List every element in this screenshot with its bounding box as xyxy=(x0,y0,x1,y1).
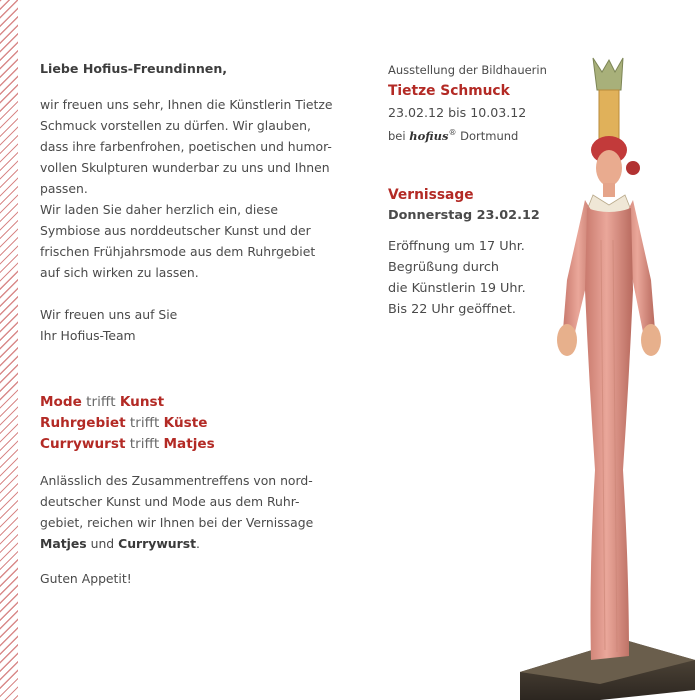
motto-joiner: trifft xyxy=(129,415,160,431)
letter-line: vollen Skulpturen wunderbar zu uns und Ihnen xyxy=(40,160,330,175)
date-from: 23.02.12 xyxy=(388,105,445,120)
vernissage-line: die Künstlerin 19 Uhr. xyxy=(388,281,526,296)
appetit-line: Guten Appetit! xyxy=(40,571,132,586)
letter-line: Symbiose aus norddeutscher Kunst und der xyxy=(40,223,311,238)
motto-line xyxy=(40,434,215,455)
closing-line: Ihr Hofius-Team xyxy=(40,328,136,343)
motto-block xyxy=(40,392,215,455)
date-sep: bis xyxy=(448,105,467,120)
brand-hofius: hofius xyxy=(409,128,449,143)
period: . xyxy=(196,536,200,551)
motto-word: Küste xyxy=(163,415,208,431)
letter-line: Schmuck vorstellen zu dürfen. Wir glauben, xyxy=(40,118,311,133)
occasion-line: deutscher Kunst und Mode aus dem Ruhr- xyxy=(40,494,300,509)
motto-word: Ruhrgebiet xyxy=(40,415,126,431)
sculpture-image xyxy=(505,50,700,700)
occasion-line xyxy=(40,533,330,554)
registered-mark: ® xyxy=(448,128,457,137)
letter-line: frischen Frühjahrsmode aus dem Ruhrgebiet xyxy=(40,244,316,259)
motto-word: Currywurst xyxy=(40,436,126,452)
exhibition-intro: Ausstellung der Bildhauerin xyxy=(388,63,547,77)
and-word: und xyxy=(90,536,115,551)
letter-line: Wir laden Sie daher herzlich ein, diese xyxy=(40,202,278,217)
vernissage-line: Bis 22 Uhr geöffnet. xyxy=(388,302,516,317)
occasion-text xyxy=(40,470,330,554)
motto-line xyxy=(40,392,215,413)
greeting: Liebe Hofius-Freundinnen, xyxy=(40,61,228,76)
motto-word: Matjes xyxy=(163,436,215,452)
motto-word: Mode xyxy=(40,394,82,410)
artist-name: Tietze Schmuck xyxy=(388,83,510,99)
occasion-line: Anlässlich des Zusammentreffens von nord- xyxy=(40,473,313,488)
motto-joiner: trifft xyxy=(86,394,116,410)
venue-city: Dortmund xyxy=(460,128,519,143)
occasion-line: gebiet, reichen wir Ihnen bei der Vernissage xyxy=(40,515,314,530)
closing-line: Wir freuen uns auf Sie xyxy=(40,307,178,322)
motto-line xyxy=(40,413,215,434)
vernissage-line: Begrüßung durch xyxy=(388,260,499,275)
date-to: 10.03.12 xyxy=(470,105,527,120)
food-matjes: Matjes xyxy=(40,536,87,551)
venue-at: bei xyxy=(388,128,406,143)
letter-body xyxy=(40,94,340,346)
vernissage-date: Donnerstag 23.02.12 xyxy=(388,208,540,223)
motto-word: Kunst xyxy=(119,394,165,410)
food-currywurst: Currywurst xyxy=(118,536,197,551)
motto-joiner: trifft xyxy=(129,436,160,452)
diagonal-stripe-border xyxy=(0,0,18,700)
letter-line: wir freuen uns sehr, Ihnen die Künstlerin Tietze xyxy=(40,97,333,112)
letter-line: auf sich wirken zu lassen. xyxy=(40,265,199,280)
vernissage-line: Eröffnung um 17 Uhr. xyxy=(388,239,525,254)
letter-line: dass ihre farbenfrohen, poetischen und humor- xyxy=(40,139,332,154)
vernissage-heading: Vernissage xyxy=(388,187,474,203)
letter-line: passen. xyxy=(40,181,88,196)
